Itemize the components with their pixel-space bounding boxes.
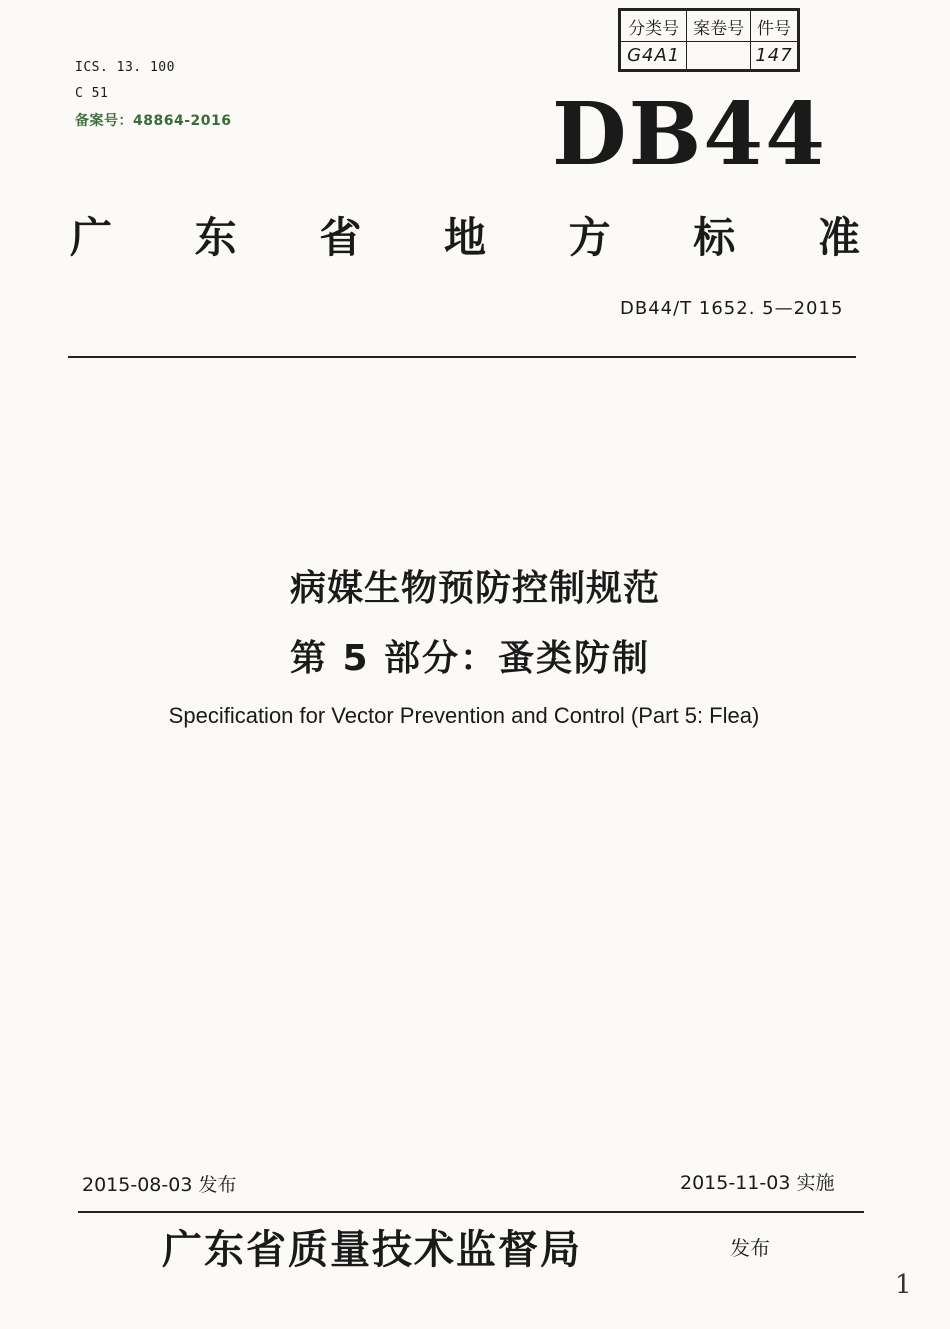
page-number: 1: [895, 1270, 912, 1300]
filing-box: [618, 8, 800, 72]
effective-date: 2015-11-03 实施: [680, 1172, 835, 1194]
filing-value-class: G4A1: [621, 42, 687, 70]
standard-type-heading: [70, 205, 860, 265]
standard-type-char: 方: [568, 213, 611, 262]
standard-type-char: 东: [194, 213, 237, 262]
record-number: 备案号：48864-2016: [75, 113, 232, 129]
filing-value-item: 147: [751, 42, 798, 70]
standard-type-char: 广: [70, 213, 113, 262]
filing-header-class: 分类号: [621, 11, 687, 42]
standard-type-char: 准: [817, 213, 860, 262]
standard-type-char: 省: [319, 213, 362, 262]
issue-date: 2015-08-03 发布: [82, 1174, 237, 1196]
filing-value-volume: [687, 42, 751, 70]
filing-table: [620, 10, 798, 70]
standard-type-char: 地: [443, 213, 486, 262]
db-logo: DB44: [552, 84, 827, 185]
standard-type-char: 标: [693, 213, 736, 262]
issuing-authority-suffix: 发布: [730, 1236, 770, 1260]
standard-number: DB44/T 1652. 5—2015: [620, 298, 844, 319]
filing-header-item: 件号: [751, 11, 798, 42]
bottom-divider: [78, 1211, 864, 1213]
filing-header-volume: 案卷号: [687, 11, 751, 42]
document-title: 病媒生物预防控制规范: [289, 568, 660, 609]
document-subtitle: 第 5 部分：蚤类防制: [289, 638, 651, 679]
document-title-english: Specification for Vector Prevention and Control (Part 5: Flea): [168, 703, 760, 728]
ccs-code: C 51: [75, 86, 109, 101]
ics-code: ICS. 13. 100: [75, 60, 175, 75]
top-divider: [68, 356, 856, 358]
issuing-authority: 广东省质量技术监督局: [162, 1226, 582, 1273]
